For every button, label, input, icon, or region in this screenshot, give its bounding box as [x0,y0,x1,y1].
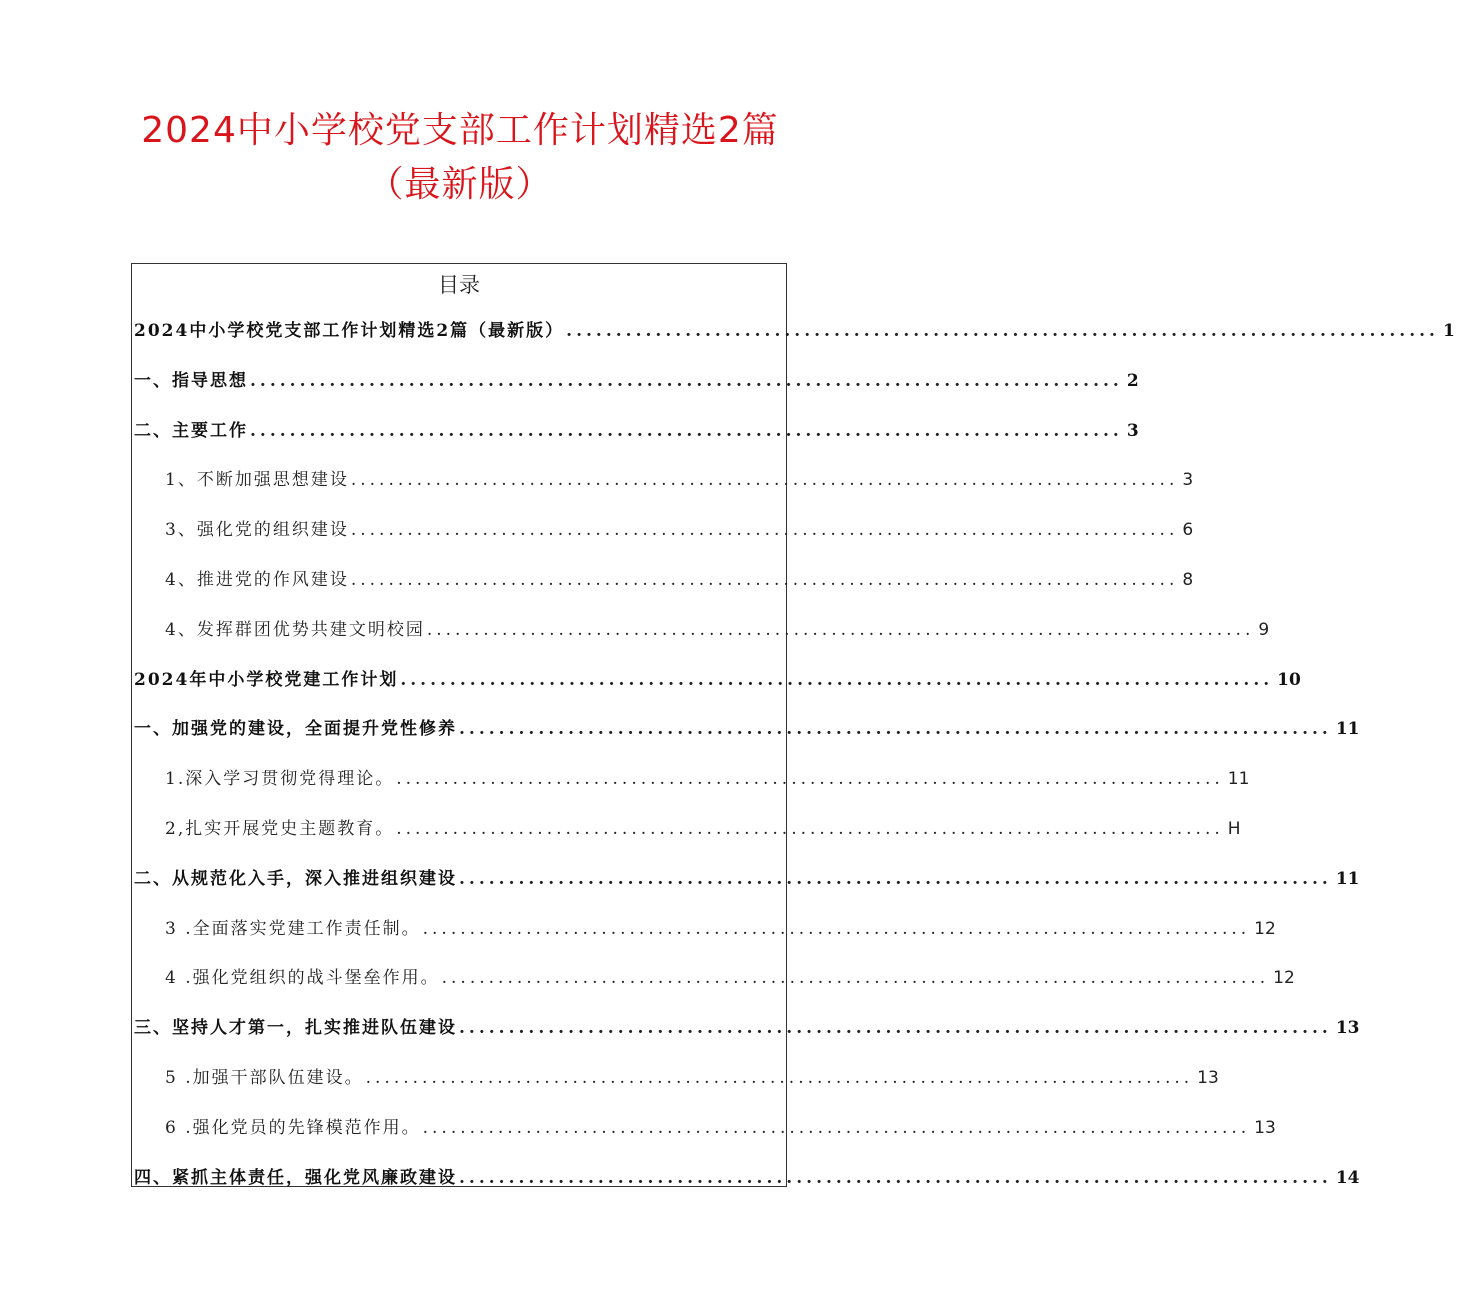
toc-entry-page-number: 11 [1335,868,1360,889]
toc-entry-label: 一、加强党的建设，全面提升党性修养 [134,719,457,740]
toc-dot-leader: ........................................................................................ [350,470,1179,491]
toc-dot-leader: ........................................................................................ [250,420,1123,441]
toc-entry-label: 3 .全面落实党建工作责任制。 [165,918,421,939]
toc-entry-label: 6 .强化党员的先锋模范作用。 [165,1117,421,1138]
toc-entry-label: 二、主要工作 [134,420,248,441]
toc-entry-label: 4、推进党的作风建设 [165,570,349,590]
toc-entry-page-number: 12 [1273,968,1295,989]
toc-dot-leader: ........................................................................................ [426,619,1255,640]
table-of-contents [131,263,1455,1188]
toc-entry[interactable] [132,665,1301,695]
toc-entry-page-number: 14 [1335,1167,1360,1188]
toc-entry-page-number: 13 [1254,1117,1276,1138]
toc-entry-label: 三、坚持人才第一，扎实推进队伍建设 [134,1018,457,1039]
toc-entry[interactable] [132,914,1276,944]
toc-entry-label: 1、不断加强思想建设 [165,470,349,491]
toc-entry-label: 3、强化党的组织建设 [165,520,349,541]
document-title-line-2: （最新版） [367,164,553,205]
toc-entry-page-number: 2 [1126,370,1139,391]
toc-dot-leader: ........................................................................................ [459,1018,1332,1039]
toc-entry[interactable] [132,316,1455,346]
toc-entry[interactable] [132,416,1139,446]
toc-entry-label: 2,扎实开展党史主题教育。 [165,819,395,839]
toc-entry-page-number: H [1227,819,1241,839]
toc-dot-leader: ........................................................................................ [422,1117,1251,1138]
toc-entry-page-number: 11 [1335,719,1360,740]
toc-entry-label: 2024年中小学校党建工作计划 [134,669,399,690]
toc-entry-label: 四、紧抓主体责任，强化党风廉政建设 [134,1167,457,1188]
toc-entry-label: 一、指导思想 [134,370,248,391]
toc-entry-page-number: 13 [1335,1018,1360,1039]
toc-entry[interactable] [132,963,1295,993]
document-title-line-1: 2024中小学校党支部工作计划精选2篇 [141,110,779,151]
toc-entry[interactable] [132,1163,1360,1193]
toc-entry-page-number: 6 [1182,520,1194,541]
toc-dot-leader: ........................................................................................ [350,570,1179,590]
toc-dot-leader: ........................................................................................ [396,819,1224,839]
toc-entry-label: 4、发挥群团优势共建文明校园 [165,619,425,640]
toc-entry[interactable] [132,615,1270,645]
toc-dot-leader: ........................................................................................ [365,1068,1194,1088]
toc-entry[interactable] [132,814,1241,844]
toc-entry-page-number: 9 [1258,619,1270,640]
toc-dot-leader: ........................................................................................ [459,1167,1332,1188]
toc-heading: 目录 [438,273,480,297]
document-title [0,104,920,212]
toc-entry-label: 1.深入学习贯彻党得理论。 [165,769,395,790]
toc-entry[interactable] [132,864,1360,894]
toc-entry[interactable] [132,565,1194,595]
toc-dot-leader: ........................................................................................ [459,868,1332,889]
toc-entry-page-number: 11 [1227,769,1250,790]
toc-entry-page-number: 12 [1254,918,1276,939]
toc-entry[interactable] [132,714,1360,744]
toc-dot-leader: ........................................................................................ [396,769,1224,790]
toc-dot-leader: ........................................................................................ [400,669,1274,690]
toc-entry[interactable] [132,764,1250,794]
toc-entry-page-number: 1 [1442,321,1455,341]
toc-entry-page-number: 8 [1182,570,1194,590]
toc-entry-label: 2024中小学校党支部工作计划精选2篇（最新版） [134,321,565,341]
toc-entry-list [132,264,1455,1188]
toc-entry[interactable] [132,366,1139,396]
toc-dot-leader: ........................................................................................ [441,968,1270,989]
toc-dot-leader: ........................................................................................ [350,520,1179,541]
toc-entry-page-number: 3 [1126,420,1139,441]
toc-entry-page-number: 10 [1277,669,1301,690]
toc-dot-leader: ........................................................................................ [422,918,1251,939]
toc-entry-label: 二、从规范化入手，深入推进组织建设 [134,868,457,889]
toc-entry-page-number: 3 [1182,470,1194,491]
toc-entry[interactable] [132,1063,1219,1093]
toc-dot-leader: ........................................................................................ [250,370,1123,391]
toc-dot-leader: ........................................................................................ [459,719,1332,740]
toc-entry-page-number: 13 [1197,1068,1219,1088]
toc-entry[interactable] [132,1013,1360,1043]
toc-entry-label: 5 .加强干部队伍建设。 [165,1068,364,1088]
toc-entry[interactable] [132,1113,1276,1143]
toc-entry-label: 4 .强化党组织的战斗堡垒作用。 [165,968,440,989]
toc-entry[interactable] [132,515,1194,545]
toc-dot-leader: ........................................................................................ [566,321,1439,341]
toc-entry[interactable] [132,465,1194,495]
